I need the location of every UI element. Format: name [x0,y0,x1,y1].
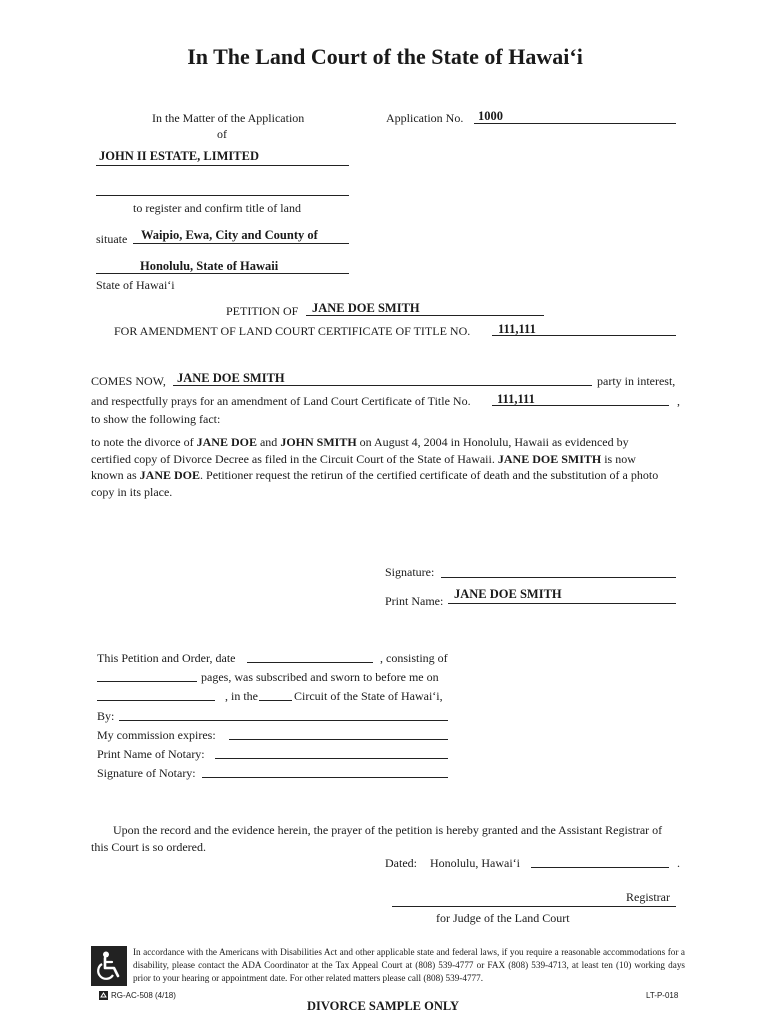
in-the-label: , in the [225,689,258,703]
certificate-line [492,335,676,336]
consisting-label: , consisting of [380,651,448,665]
fact-text: and [256,435,281,449]
commission-label: My commission expires: [97,728,216,742]
fact-text: to note the divorce of [91,435,197,449]
situate-value-1[interactable]: Waipio, Ewa, City and County of [141,228,318,242]
prays-line [492,405,669,406]
signature-line[interactable] [441,577,676,578]
order-text: Upon the record and the evidence herein, the prayer of the petition is hereby granted and the Assistant Registrar of this Court is so ordered. [91,823,663,854]
prays-label: and respectfully prays for an amendment of Land Court Certificate of Title No. [91,394,471,408]
ada-notice: In accordance with the Americans with Disabilities Act and other applicable state and federal laws, if you require a reasonable accommodations for a disability, please contact the ADA Coordinator at the Tax Appeal Court at (808) 539-4777 or FAX (808) 539-4713, at least ten (10) working days prior to your hearing or appointment date. For other related matters please call (808) 539-4777. [133,947,685,983]
situate-line-1 [133,243,349,244]
dated-line[interactable] [531,867,669,868]
prays-suffix: , [677,394,680,408]
situate-line-2 [96,273,349,274]
fact-name: JOHN SMITH [280,435,357,449]
registrar-line[interactable] [392,906,676,907]
fact-name: JANE DOE [139,468,201,482]
by-label: By: [97,709,115,723]
amendment-label: FOR AMENDMENT OF LAND COURT CERTIFICATE OF TITLE NO. [114,324,471,338]
notary-date-label: This Petition and Order, date [97,651,236,665]
by-line[interactable] [119,720,448,721]
applicant-name[interactable]: JOHN II ESTATE, LIMITED [99,149,259,163]
circuit-label: Circuit of the State of Hawai‘i, [294,689,443,703]
dated-place: Honolulu, Hawai‘i [430,856,520,870]
print-name-value[interactable]: JANE DOE SMITH [454,587,562,601]
situate-value-2[interactable]: Honolulu, State of Hawaii [140,259,279,273]
party-label: party in interest, [597,374,676,388]
comes-now-value[interactable]: JANE DOE SMITH [177,371,285,385]
notary-name-label: Print Name of Notary: [97,747,205,761]
registrar-label: Registrar [626,890,670,904]
fact-text: on August 4, 2004 in Honolulu, Hawaii as evidenced by certified copy of Divorce Decree as filed in the Circuit Court of the State of Hawaii. [91,435,629,466]
petition-of-label: PETITION OF [226,304,299,318]
notary-date-line[interactable] [247,662,373,663]
applicant-line-2[interactable] [96,195,349,196]
matter-label: In the Matter of the Application [152,111,305,125]
comes-now-label: COMES NOW, [91,374,166,388]
print-name-label: Print Name: [385,594,444,608]
comes-now-line [173,385,592,386]
fact-name: JANE DOE SMITH [497,451,602,466]
applicant-line [96,165,349,166]
notary-signature-line[interactable] [202,777,448,778]
pages-label: pages, was subscribed and sworn to before me on [201,670,439,684]
state-label: State of Hawai‘i [96,278,175,292]
print-name-line [448,603,676,604]
application-label: Application No. [386,111,464,125]
commission-line[interactable] [229,739,448,740]
show-label: to show the following fact: [91,412,221,426]
form-code: RG-AC-508 (4/18) [111,991,176,1000]
fact-text: . Petitioner request the retirun of the certified certificate of death and the substitution of a photo copy in its place. [91,468,659,499]
notary-name-line[interactable] [215,758,448,759]
petitioner-line [306,315,544,316]
wheelchair-icon [91,946,127,986]
application-line [474,123,676,124]
fact-name: JANE DOE [196,435,257,449]
petitioner-name[interactable]: JANE DOE SMITH [312,301,420,315]
fact-text: is now known as [91,451,636,482]
dated-suffix: . [677,856,680,870]
prays-value[interactable]: 111,111 [497,392,535,406]
dated-label: Dated: [385,856,417,870]
matter-of-label: of [217,127,227,141]
situate-label: situate [96,232,128,246]
recycle-icon [99,991,108,1002]
pages-line[interactable] [97,681,197,682]
signature-label: Signature: [385,565,435,579]
fact-paragraph [91,434,671,500]
register-text: to register and confirm title of land [133,201,301,215]
certificate-number[interactable]: 111,111 [498,322,536,336]
sample-label: DIVORCE SAMPLE ONLY [307,999,460,1013]
sworn-date-line[interactable] [97,700,215,701]
circuit-line[interactable] [259,700,292,701]
judge-label: for Judge of the Land Court [436,911,570,925]
notary-signature-label: Signature of Notary: [97,766,196,780]
page-title: In The Land Court of the State of Hawai‘i [187,44,583,69]
application-number[interactable]: 1000 [478,109,503,123]
page-code: LT-P-018 [646,991,679,1000]
